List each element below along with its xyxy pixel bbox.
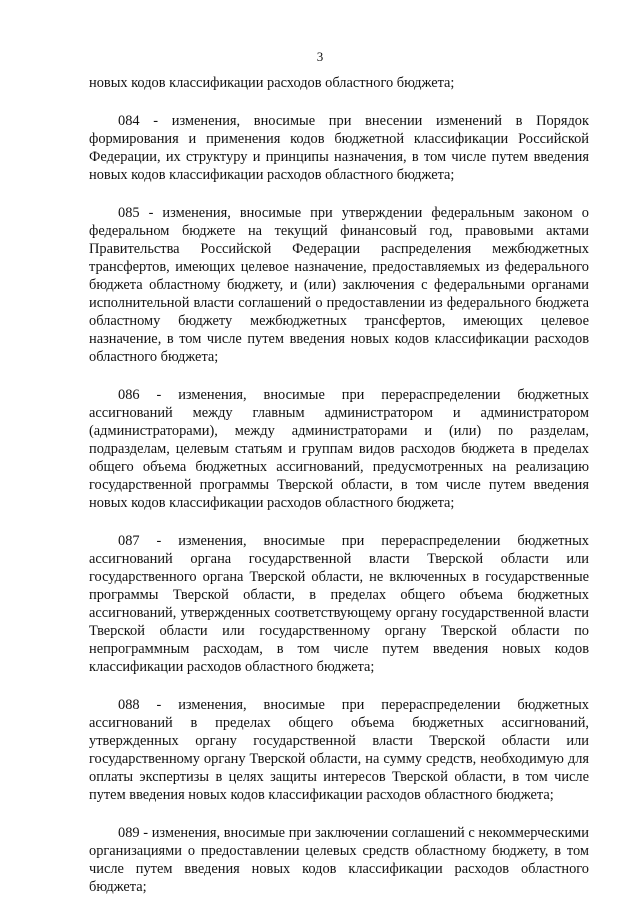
paragraph-code-085: 085 - изменения, вносимые при утверждении федеральным законом о федеральном бюджете на текущий финансовый год, правовыми актами Правительства Российской Федерации распределения межбюджетных трансфертов, имеющих целевое назначение, предоставляемых из федерального бюджета областному бюджету, и (или) заключения с федеральными органами исполнительной власти соглашений о предоставлении из федерального бюджета областному бюджету межбюджетных трансфертов, имеющих целевое назначение, в том числе путем введения новых кодов классификации расходов областного бюджета;: [89, 205, 589, 365]
paragraph-code-089: 089 - изменения, вносимые при заключении соглашений с некоммерческими организациями о предоставлении целевых средств областному бюджету, в том числе путем введения новых кодов классификации расходов областного бюджета;: [89, 825, 589, 895]
paragraph-continuation: новых кодов классификации расходов областного бюджета;: [89, 75, 455, 91]
paragraph-code-086: 086 - изменения, вносимые при перераспределении бюджетных ассигнований между главным администратором и администратором (администраторами), между администраторами и (или) по разделам, подразделам, целевым статьям и группам видов расходов бюджета в пределах общего объема бюджетных ассигнований, предусмотренных на реализацию государственной программы Тверской области, в том числе путем введения новых кодов классификации расходов областного бюджета;: [89, 387, 589, 511]
document-body: [89, 74, 589, 896]
paragraph-code-087: 087 - изменения, вносимые при перераспределении бюджетных ассигнований органа государственной власти Тверской области или государственного органа Тверской области, не включенных в государственные программы Тверской области, в пределах общего объема бюджетных ассигнований, утвержденных соответствующему органу государственной власти Тверской области или государственному органу Тверской области по непрограммным расходам, в том числе путем введения новых кодов классификации расходов областного бюджета;: [89, 533, 589, 675]
paragraph-code-088: 088 - изменения, вносимые при перераспределении бюджетных ассигнований в пределах общего объема бюджетных ассигнований, утвержденных органу государственной власти Тверской области или государственному органу Тверской области, на сумму средств, необходимую для оплаты экспертизы в целях защиты интересов Тверской области, в том числе путем введения новых кодов классификации расходов областного бюджета;: [89, 697, 589, 803]
page-number: 3: [316, 49, 324, 64]
paragraph-code-084: 084 - изменения, вносимые при внесении изменений в Порядок формирования и применения кодов бюджетной классификации Российской Федерации, их структуру и принципы назначения, в том числе путем введения новых кодов классификации расходов областного бюджета;: [89, 113, 589, 183]
